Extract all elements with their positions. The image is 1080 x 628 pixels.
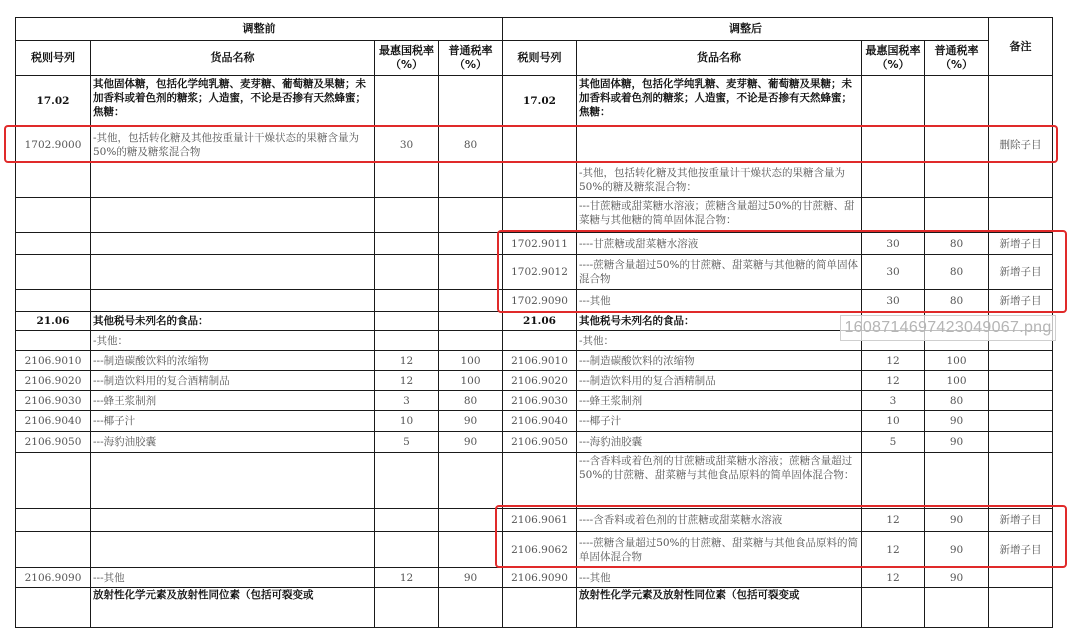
before-general-cell xyxy=(439,198,503,233)
before-general-cell xyxy=(439,312,503,331)
remark-cell xyxy=(989,568,1053,588)
after-code-cell xyxy=(503,453,577,509)
before-mfn-cell: 5 xyxy=(375,432,439,453)
after-name-cell: ----甘蔗糖或甜菜糖水溶液 xyxy=(577,233,862,255)
before-code-cell: 1702.9000 xyxy=(16,127,91,163)
after-name-cell: ----含香料或着色剂的甘蔗糖或甜菜糖水溶液 xyxy=(577,509,862,532)
after-mfn-cell: 12 xyxy=(862,532,925,568)
before-general-cell: 80 xyxy=(439,127,503,163)
header-before-name: 货品名称 xyxy=(91,41,375,76)
after-code-cell xyxy=(503,331,577,351)
after-code-cell: 1702.9090 xyxy=(503,290,577,312)
after-mfn-cell: 30 xyxy=(862,290,925,312)
remark-cell xyxy=(989,588,1053,628)
before-general-cell xyxy=(439,532,503,568)
group-header-after: 调整后 xyxy=(503,18,989,41)
before-general-cell xyxy=(439,588,503,628)
remark-cell xyxy=(989,432,1053,453)
before-mfn-cell: 10 xyxy=(375,411,439,432)
table-row xyxy=(16,391,1053,411)
remark-cell xyxy=(989,163,1053,198)
header-remarks: 备注 xyxy=(989,18,1053,76)
before-name-cell xyxy=(91,453,375,509)
after-name-cell: -其他，包括转化糖及其他按重量计干燥状态的果糖含量为50%的糖及糖浆混合物： xyxy=(577,163,862,198)
after-code-cell: 2106.9010 xyxy=(503,351,577,371)
before-name-cell: 其他税号未列名的食品： xyxy=(91,312,375,331)
header-after-general: 普通税率（%） xyxy=(925,41,989,76)
before-code-cell: 2106.9090 xyxy=(16,568,91,588)
after-general-cell xyxy=(925,198,989,233)
before-code-cell: 2106.9010 xyxy=(16,351,91,371)
before-mfn-cell: 12 xyxy=(375,568,439,588)
before-general-cell xyxy=(439,233,503,255)
before-code-cell xyxy=(16,509,91,532)
before-code-cell: 21.06 xyxy=(16,312,91,331)
before-code-cell: 2106.9020 xyxy=(16,371,91,391)
table-row xyxy=(16,532,1053,568)
after-mfn-cell: 30 xyxy=(862,233,925,255)
after-code-cell: 2106.9062 xyxy=(503,532,577,568)
after-mfn-cell: 12 xyxy=(862,351,925,371)
before-name-cell xyxy=(91,198,375,233)
remark-cell xyxy=(989,351,1053,371)
before-general-cell xyxy=(439,509,503,532)
after-name-text: ---甘蔗糖或甜菜糖水溶液；蔗糖含量超过50%的甘蔗糖、甜菜糖与其他糖的简单固体混合物： xyxy=(579,199,855,226)
after-general-cell: 90 xyxy=(925,532,989,568)
before-general-cell: 90 xyxy=(439,432,503,453)
after-name-cell: ---制造碳酸饮料的浓缩物 xyxy=(577,351,862,371)
after-general-cell: 100 xyxy=(925,351,989,371)
before-code-cell xyxy=(16,588,91,628)
after-general-cell xyxy=(925,588,989,628)
before-mfn-cell xyxy=(375,233,439,255)
before-mfn-cell xyxy=(375,532,439,568)
before-code-cell: 2106.9050 xyxy=(16,432,91,453)
after-mfn-cell xyxy=(862,76,925,127)
before-name-cell: -其他，包括转化糖及其他按重量计干燥状态的果糖含量为50%的糖及糖浆混合物 xyxy=(91,127,375,163)
remark-cell: 删除子目 xyxy=(989,127,1053,163)
after-code-cell xyxy=(503,588,577,628)
table-row xyxy=(16,255,1053,290)
before-name-cell xyxy=(91,532,375,568)
before-mfn-cell xyxy=(375,76,439,127)
after-name-cell: 放射性化学元素及放射性同位素（包括可裂变或 xyxy=(577,588,862,628)
after-general-cell: 90 xyxy=(925,411,989,432)
after-mfn-cell: 3 xyxy=(862,391,925,411)
before-code-cell xyxy=(16,532,91,568)
header-before-general: 普通税率（%） xyxy=(439,41,503,76)
table-row xyxy=(16,198,1053,233)
remark-cell xyxy=(989,411,1053,432)
before-code-cell xyxy=(16,290,91,312)
table-row xyxy=(16,127,1053,163)
after-name-cell: -其他： xyxy=(577,331,862,351)
after-general-cell: 90 xyxy=(925,432,989,453)
table-row xyxy=(16,453,1053,509)
after-name-cell: ----蔗糖含量超过50%的甘蔗糖、甜菜糖与其他食品原料的简单固体混合物 xyxy=(577,532,862,568)
after-general-cell: 80 xyxy=(925,290,989,312)
table-row xyxy=(16,163,1053,198)
before-name-cell xyxy=(91,509,375,532)
before-name-cell: 放射性化学元素及放射性同位素（包括可裂变或 xyxy=(91,588,375,628)
after-name-cell xyxy=(577,76,862,127)
after-code-cell: 1702.9012 xyxy=(503,255,577,290)
table-row xyxy=(16,76,1053,127)
after-code-cell: 1702.9011 xyxy=(503,233,577,255)
header-before-mfn: 最惠国税率（%） xyxy=(375,41,439,76)
before-mfn-cell xyxy=(375,290,439,312)
remark-cell: 新增子目 xyxy=(989,532,1053,568)
after-general-cell: 80 xyxy=(925,233,989,255)
remark-cell xyxy=(989,76,1053,127)
after-general-cell xyxy=(925,163,989,198)
after-general-cell xyxy=(925,453,989,509)
after-name-cell: 其他税号未列名的食品： xyxy=(577,312,862,331)
before-mfn-cell xyxy=(375,198,439,233)
after-mfn-cell xyxy=(862,127,925,163)
header-before-code: 税则号列 xyxy=(16,41,91,76)
after-name-text: 其他固体糖，包括化学纯乳糖、麦芽糖、葡萄糖及果糖；未加香料或着色剂的糖浆；人造蜜，不论是否掺有天然蜂蜜；焦糖： xyxy=(579,77,852,118)
before-general-cell: 80 xyxy=(439,391,503,411)
after-name-cell: ---制造饮料用的复合酒精制品 xyxy=(577,371,862,391)
after-general-cell: 100 xyxy=(925,371,989,391)
table-row xyxy=(16,509,1053,532)
after-code-cell: 2106.9061 xyxy=(503,509,577,532)
after-name-text: ---含香料或着色剂的甘蔗糖或甜菜糖水溶液；蔗糖含量超过50%的甘蔗糖、甜菜糖与其他食品原料的简单固体混合物： xyxy=(579,454,855,481)
before-general-cell: 90 xyxy=(439,568,503,588)
before-name-cell: ---蜂王浆制剂 xyxy=(91,391,375,411)
after-mfn-cell xyxy=(862,163,925,198)
after-name-cell: ---椰子汁 xyxy=(577,411,862,432)
before-general-cell: 100 xyxy=(439,351,503,371)
after-name-cell: ---海豹油胶囊 xyxy=(577,432,862,453)
before-name-cell: ---其他 xyxy=(91,568,375,588)
remark-cell xyxy=(989,371,1053,391)
after-code-cell: 2106.9050 xyxy=(503,432,577,453)
before-name-cell xyxy=(91,290,375,312)
header-after-code: 税则号列 xyxy=(503,41,577,76)
before-general-cell xyxy=(439,453,503,509)
after-code-cell: 17.02 xyxy=(503,76,577,127)
table-row xyxy=(16,233,1053,255)
after-general-cell xyxy=(925,127,989,163)
before-code-cell xyxy=(16,453,91,509)
table-row xyxy=(16,351,1053,371)
before-mfn-cell xyxy=(375,509,439,532)
after-code-cell xyxy=(503,127,577,163)
table-row xyxy=(16,568,1053,588)
after-name-cell xyxy=(577,453,862,509)
after-general-cell: 90 xyxy=(925,509,989,532)
before-mfn-cell: 3 xyxy=(375,391,439,411)
before-mfn-cell: 30 xyxy=(375,127,439,163)
after-mfn-cell: 12 xyxy=(862,568,925,588)
after-name-cell xyxy=(577,127,862,163)
before-name-cell: ---制造饮料用的复合酒精制品 xyxy=(91,371,375,391)
before-code-cell: 17.02 xyxy=(16,76,91,127)
before-general-cell: 90 xyxy=(439,411,503,432)
after-general-cell xyxy=(925,76,989,127)
table-row xyxy=(16,371,1053,391)
after-code-cell: 21.06 xyxy=(503,312,577,331)
before-mfn-cell xyxy=(375,163,439,198)
after-mfn-cell: 30 xyxy=(862,255,925,290)
before-name-cell: ---海豹油胶囊 xyxy=(91,432,375,453)
before-code-cell: 2106.9040 xyxy=(16,411,91,432)
before-general-cell xyxy=(439,76,503,127)
group-header-before: 调整前 xyxy=(16,18,503,41)
remark-cell: 新增子目 xyxy=(989,509,1053,532)
after-mfn-cell xyxy=(862,198,925,233)
before-name-cell: ---制造碳酸饮料的浓缩物 xyxy=(91,351,375,371)
before-name-text: 其他固体糖，包括化学纯乳糖、麦芽糖、葡萄糖及果糖；未加香料或着色剂的糖浆；人造蜜，不论是否掺有天然蜂蜜；焦糖： xyxy=(93,77,366,118)
table-row xyxy=(16,411,1053,432)
before-code-cell xyxy=(16,331,91,351)
before-name-cell: -其他： xyxy=(91,331,375,351)
before-mfn-cell xyxy=(375,453,439,509)
after-code-cell: 2106.9030 xyxy=(503,391,577,411)
remark-cell xyxy=(989,391,1053,411)
header-after-name: 货品名称 xyxy=(577,41,862,76)
after-mfn-cell: 10 xyxy=(862,411,925,432)
after-mfn-cell: 5 xyxy=(862,432,925,453)
before-name-cell xyxy=(91,163,375,198)
before-general-cell xyxy=(439,255,503,290)
before-general-cell xyxy=(439,163,503,198)
before-general-cell: 100 xyxy=(439,371,503,391)
after-name-cell: ---其他 xyxy=(577,290,862,312)
after-general-cell: 90 xyxy=(925,568,989,588)
before-code-cell: 2106.9030 xyxy=(16,391,91,411)
before-code-cell xyxy=(16,198,91,233)
remark-cell: 新增子目 xyxy=(989,290,1053,312)
remark-cell xyxy=(989,453,1053,509)
before-general-cell xyxy=(439,290,503,312)
remark-cell: 新增子目 xyxy=(989,233,1053,255)
after-mfn-cell xyxy=(862,453,925,509)
after-name-cell: ----蔗糖含量超过50%的甘蔗糖、甜菜糖与其他糖的简单固体混合物 xyxy=(577,255,862,290)
table-row xyxy=(16,290,1053,312)
before-mfn-cell xyxy=(375,312,439,331)
filename-overlay-label: 1608714697423049067.png xyxy=(840,315,1056,341)
after-code-cell: 2106.9090 xyxy=(503,568,577,588)
before-name-cell xyxy=(91,233,375,255)
after-code-cell: 2106.9020 xyxy=(503,371,577,391)
after-mfn-cell: 12 xyxy=(862,371,925,391)
before-mfn-cell xyxy=(375,331,439,351)
header-after-mfn: 最惠国税率（%） xyxy=(862,41,925,76)
after-code-cell: 2106.9040 xyxy=(503,411,577,432)
after-mfn-cell xyxy=(862,588,925,628)
before-name-cell xyxy=(91,255,375,290)
before-name-cell: ---椰子汁 xyxy=(91,411,375,432)
before-name-cell xyxy=(91,76,375,127)
after-general-cell: 80 xyxy=(925,255,989,290)
after-name-cell xyxy=(577,198,862,233)
after-code-cell xyxy=(503,198,577,233)
after-code-cell xyxy=(503,163,577,198)
remark-cell: 新增子目 xyxy=(989,255,1053,290)
before-mfn-cell xyxy=(375,255,439,290)
remark-cell xyxy=(989,198,1053,233)
before-mfn-cell: 12 xyxy=(375,351,439,371)
before-code-cell xyxy=(16,163,91,198)
after-name-cell: ---其他 xyxy=(577,568,862,588)
table-row xyxy=(16,432,1053,453)
after-general-cell: 80 xyxy=(925,391,989,411)
before-general-cell xyxy=(439,331,503,351)
before-code-cell xyxy=(16,255,91,290)
before-mfn-cell xyxy=(375,588,439,628)
before-mfn-cell: 12 xyxy=(375,371,439,391)
after-name-cell: ---蜂王浆制剂 xyxy=(577,391,862,411)
table-row xyxy=(16,588,1053,628)
after-mfn-cell: 12 xyxy=(862,509,925,532)
before-code-cell xyxy=(16,233,91,255)
